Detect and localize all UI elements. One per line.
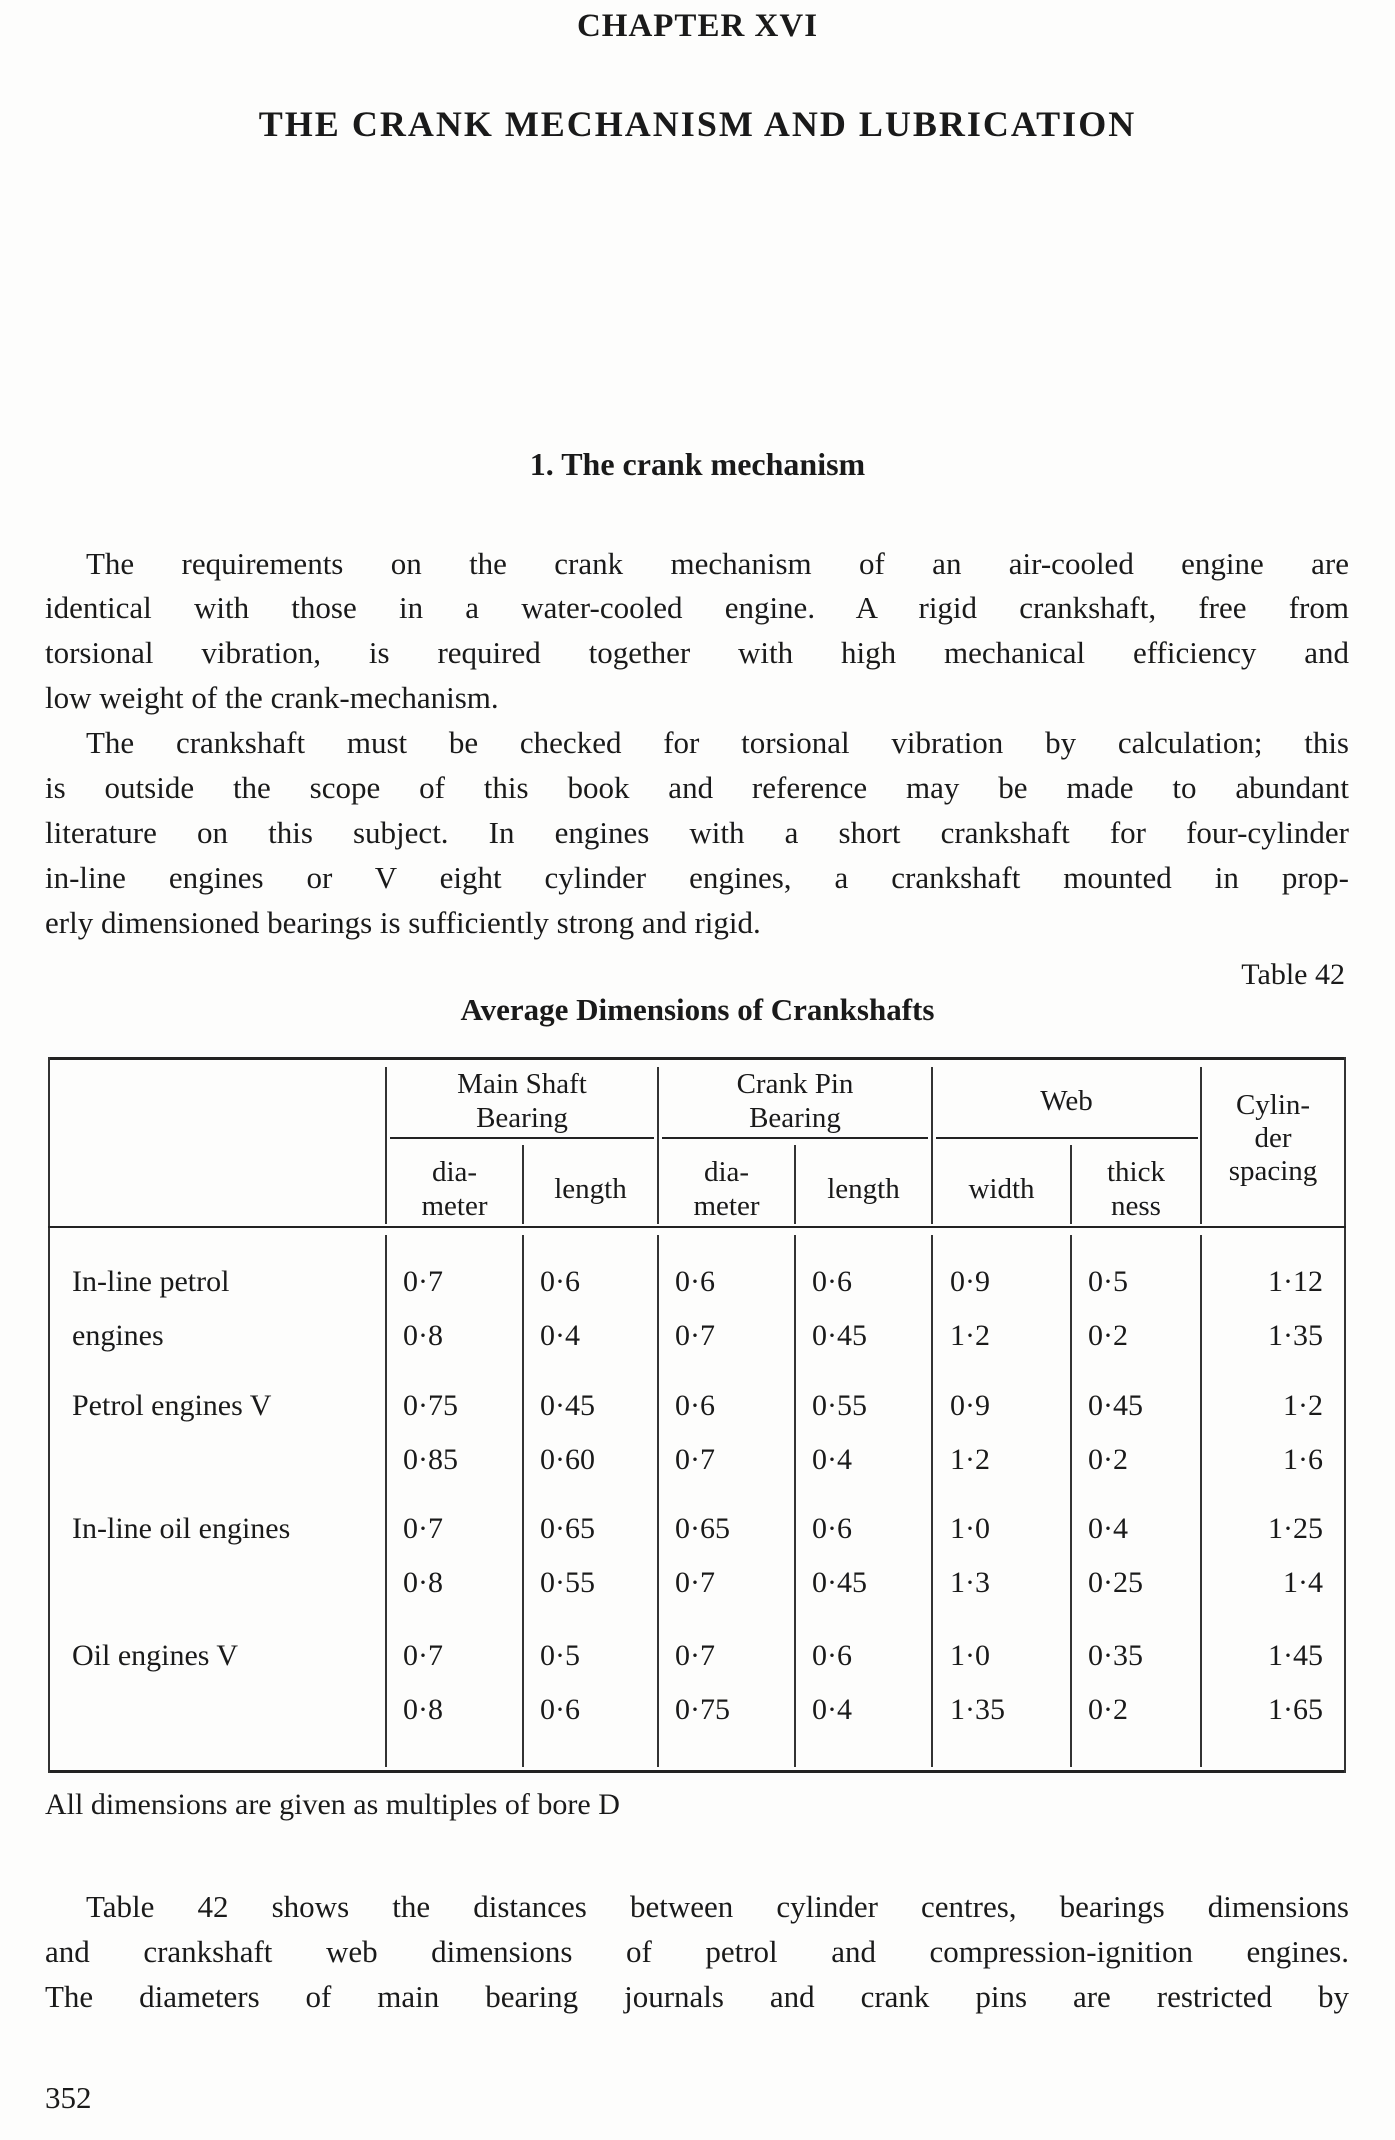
table-cell: 0·7	[403, 1639, 443, 1672]
column-divider	[657, 1235, 659, 1767]
row-label: In-line petrol	[72, 1265, 230, 1298]
table-cell: 0·8	[403, 1319, 443, 1352]
subheader-diameter	[659, 1155, 794, 1223]
table-cell: 0·6	[812, 1265, 852, 1298]
table-footnote: All dimensions are given as multiples of bore D	[45, 1788, 620, 1821]
row-label: Oil engines V	[72, 1639, 239, 1672]
crank-pin-rule	[662, 1137, 928, 1139]
table-cell: 0·9	[950, 1265, 990, 1298]
header-text: spacing	[1228, 1155, 1318, 1187]
header-text: der	[1254, 1122, 1292, 1154]
table-cell: 0·75	[675, 1693, 730, 1726]
table-cell: 1·4	[1283, 1566, 1323, 1599]
subheader-diameter	[387, 1155, 522, 1223]
table-cell: 0·7	[675, 1566, 715, 1599]
header-text: Main Shaft	[457, 1068, 587, 1100]
table-cell: 1·0	[950, 1639, 990, 1672]
table-cell: 0·60	[540, 1443, 595, 1476]
row-label: Petrol engines V	[72, 1389, 272, 1422]
table-number: Table 42	[1241, 958, 1345, 991]
table-cell: 0·7	[675, 1319, 715, 1352]
paragraph-line: low weight of the crank-mechanism.	[45, 680, 499, 715]
table-cell: 1·6	[1283, 1443, 1323, 1476]
table-bottom-border	[48, 1770, 1346, 1773]
column-divider	[522, 1235, 524, 1767]
chapter-title: THE CRANK MECHANISM AND LUBRICATION	[258, 104, 1137, 144]
header-text: ness	[1111, 1190, 1161, 1222]
paragraph-line: Table 42 shows the distances between cylinder centres, bearings dimensions	[86, 1889, 1349, 1924]
paragraph-line: erly dimensioned bearings is sufficiently strong and rigid.	[45, 905, 761, 940]
paragraph-line: and crankshaft web dimensions of petrol and compression-ignition engines.	[45, 1934, 1349, 1969]
header-text: Cylin-	[1235, 1089, 1311, 1121]
table-cell: 0·35	[1088, 1639, 1143, 1672]
column-divider	[385, 1235, 387, 1767]
table-cell: 0·2	[1088, 1319, 1128, 1352]
row-label: In-line oil engines	[72, 1512, 291, 1545]
table-cell: 0·55	[812, 1389, 867, 1422]
table-cell: 1·45	[1268, 1639, 1323, 1672]
row-label: engines	[72, 1319, 164, 1352]
table-cell: 0·65	[540, 1512, 595, 1545]
table-cell: 0·5	[1088, 1265, 1128, 1298]
table-cell: 0·8	[403, 1693, 443, 1726]
table-cell: 0·7	[403, 1265, 443, 1298]
header-text: dia-	[431, 1156, 478, 1188]
table-cell: 0·75	[403, 1389, 458, 1422]
section-heading: 1. The crank mechanism	[529, 446, 866, 482]
table-cell: 1·0	[950, 1512, 990, 1545]
table-cell: 0·45	[812, 1319, 867, 1352]
paragraph-line: The crankshaft must be checked for torsional vibration by calculation; this	[86, 725, 1349, 760]
paragraph-line: The diameters of main bearing journals and crank pins are restricted by	[45, 1979, 1349, 2014]
subheader-width: width	[968, 1173, 1035, 1205]
column-divider	[1070, 1235, 1072, 1767]
main-shaft-rule	[390, 1137, 654, 1139]
table-cell: 0·2	[1088, 1693, 1128, 1726]
table-cell: 0·4	[1088, 1512, 1128, 1545]
table-cell: 0·6	[812, 1512, 852, 1545]
subheader-thickness	[1072, 1155, 1200, 1223]
table-cell: 0·85	[403, 1443, 458, 1476]
table-cell: 0·6	[675, 1265, 715, 1298]
paragraph-line: literature on this subject. In engines with a short crankshaft for four-cylinder	[45, 815, 1349, 850]
header-text: Bearing	[476, 1102, 568, 1134]
table-cell: 0·45	[540, 1389, 595, 1422]
table-cell: 1·35	[950, 1693, 1005, 1726]
table-cell: 1·65	[1268, 1693, 1323, 1726]
table-cell: 0·4	[812, 1443, 852, 1476]
table-cell: 0·45	[812, 1566, 867, 1599]
table-cell: 0·6	[812, 1639, 852, 1672]
table-cell: 1·2	[950, 1443, 990, 1476]
column-divider	[1200, 1235, 1202, 1767]
table-cell: 0·65	[675, 1512, 730, 1545]
paragraph-line: is outside the scope of this book and reference may be made to abundant	[45, 770, 1349, 805]
table-cell: 1·2	[1283, 1389, 1323, 1422]
table-title: Average Dimensions of Crankshafts	[460, 992, 935, 1027]
paragraph-line: in-line engines or V eight cylinder engines, a crankshaft mounted in prop-	[45, 860, 1349, 895]
table-top-border	[48, 1057, 1346, 1060]
header-text: Crank Pin	[736, 1068, 854, 1100]
web-rule	[936, 1137, 1198, 1139]
table-cell: 0·7	[403, 1512, 443, 1545]
table-cell: 0·55	[540, 1566, 595, 1599]
table-cell: 1·25	[1268, 1512, 1323, 1545]
header-text: meter	[693, 1190, 760, 1222]
table-cell: 0·8	[403, 1566, 443, 1599]
header-text: dia-	[703, 1156, 750, 1188]
table-cell: 0·2	[1088, 1443, 1128, 1476]
table-cell: 1·12	[1268, 1265, 1323, 1298]
header-cylinder-spacing	[1202, 1089, 1344, 1188]
table-cell: 0·9	[950, 1389, 990, 1422]
table-cell: 0·7	[675, 1443, 715, 1476]
table-left-border	[48, 1057, 50, 1773]
table-cell: 1·35	[1268, 1319, 1323, 1352]
paragraph-line: torsional vibration, is required together with high mechanical efficiency and	[45, 635, 1349, 670]
table-right-border	[1344, 1057, 1346, 1773]
header-text: Bearing	[749, 1102, 841, 1134]
column-divider	[794, 1235, 796, 1767]
crankshaft-dimensions-table	[48, 1057, 1346, 1773]
table-cell: 0·4	[812, 1693, 852, 1726]
page-number: 352	[45, 2080, 92, 2115]
header-main-shaft-bearing	[387, 1067, 657, 1135]
table-cell: 0·7	[675, 1639, 715, 1672]
table-cell: 1·3	[950, 1566, 990, 1599]
table-cell: 0·6	[540, 1265, 580, 1298]
header-bottom-rule	[48, 1226, 1346, 1228]
table-cell: 0·45	[1088, 1389, 1143, 1422]
table-cell: 1·2	[950, 1319, 990, 1352]
paragraph-line: The requirements on the crank mechanism of an air-cooled engine are	[86, 546, 1349, 581]
column-divider	[931, 1235, 933, 1767]
header-crank-pin-bearing	[659, 1067, 931, 1135]
header-web: Web	[1040, 1085, 1093, 1117]
table-cell: 0·4	[540, 1319, 580, 1352]
table-cell: 0·25	[1088, 1566, 1143, 1599]
table-cell: 0·6	[675, 1389, 715, 1422]
header-text: thick	[1107, 1156, 1165, 1188]
paragraph-line: identical with those in a water-cooled engine. A rigid crankshaft, free from	[45, 590, 1349, 625]
subheader-length: length	[827, 1173, 900, 1205]
header-text: meter	[421, 1190, 488, 1222]
subheader-length: length	[554, 1173, 627, 1205]
table-cell: 0·6	[540, 1693, 580, 1726]
chapter-number: CHAPTER XVI	[576, 8, 819, 44]
table-cell: 0·5	[540, 1639, 580, 1672]
